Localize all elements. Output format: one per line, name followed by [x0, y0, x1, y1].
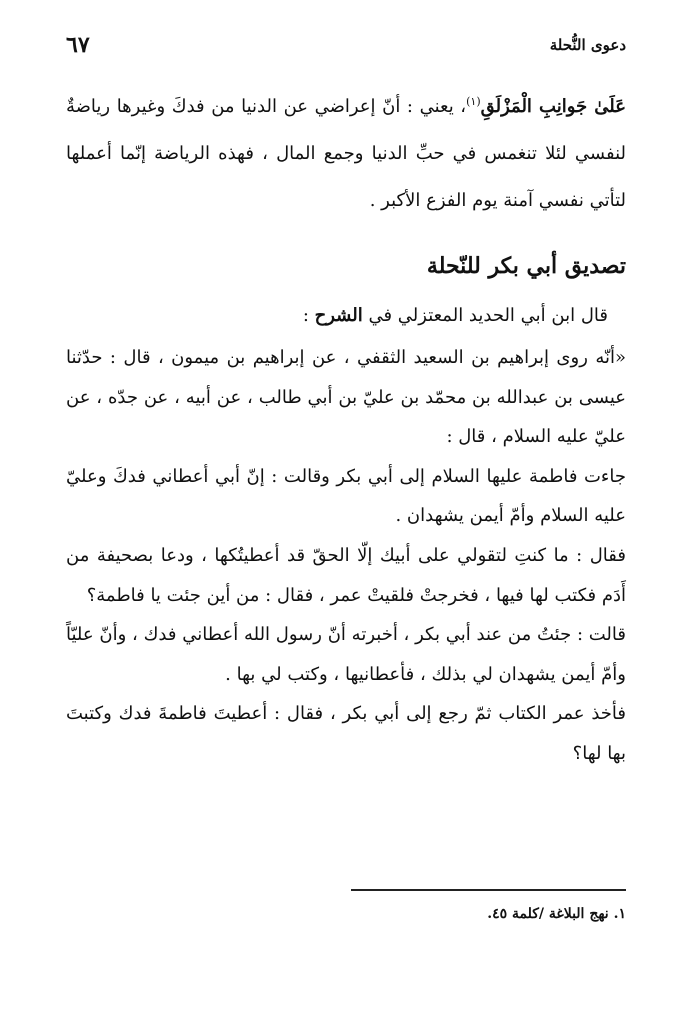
narration-paragraph: قالت : جئتُ من عند أبي بكر ، أخبرته أنّ رسول الله أعطاني فدك ، وأنّ عليّاً وأمّ أيمن يشهدان لي بذلك ، فأعطانيها ، وكتب لي بها .	[66, 624, 626, 685]
page-number: ٦٧	[66, 32, 90, 58]
intro-text: ، يعني : أنّ إعراضي عن الدنيا من فدكَ وغيرها رياضةٌ لنفسي لئلا تنغمس في حبِّ الدنيا وجمع المال ، فهذه الرياضة إنّما أعملها لتأتي نفسي آمنة يوم الفزع الأكبر .	[66, 96, 626, 211]
footnote-divider	[351, 889, 626, 891]
narration-paragraph: جاءت فاطمة عليها السلام إلى أبي بكر وقالت : إنّ أبي أعطاني فدكَ وعليّ عليه السلام وأمّ أيمن يشهدان .	[66, 465, 626, 527]
lead-bold: الشرح	[314, 305, 363, 326]
lead-suffix: :	[302, 305, 315, 326]
section-title: تصديق أبي بكر للنّحلة	[426, 253, 626, 279]
narration-paragraph: فقال : ما كنتِ لتقولي على أبيك إلّا الحقّ قد أعطيتُكها ، ودعا بصحيفة من أَدَم فكتب لها فيها ، فخرجتْ فلقيتْ عمر ، فقال : من أين جئت يا فاطمة؟	[66, 544, 626, 606]
narration-paragraph: «أنّه روى إبراهيم بن السعيد الثقفي ، عن إبراهيم بن ميمون ، قال : حدّثنا عيسى بن عبدالله بن محمّد بن عليّ بن أبي طالب ، عن أبيه ، عن جدّه ، عن عليّ عليه السلام ، قال :	[66, 347, 626, 448]
quoted-phrase: عَلَىٰ جَوانِبِ الْمَزْلَقِ	[480, 96, 626, 117]
footnote: ١. نهج البلاغة /كلمة ٤٥.	[487, 906, 626, 922]
page-header	[66, 30, 626, 60]
narration-paragraph: فأخذ عمر الكتاب ثمّ رجع إلى أبي بكر ، فقال : أعطيتَ فاطمةَ فدك وكتبتَ بها لها؟	[66, 703, 626, 764]
lead-prefix: قال ابن أبي الحديد المعتزلي في	[362, 305, 608, 326]
footnote-marker: (١)	[466, 95, 481, 108]
intro-paragraph	[66, 78, 626, 224]
narration-block	[66, 338, 626, 774]
section-lead	[66, 300, 608, 332]
running-title: دعوى النُّحلة	[549, 36, 626, 54]
